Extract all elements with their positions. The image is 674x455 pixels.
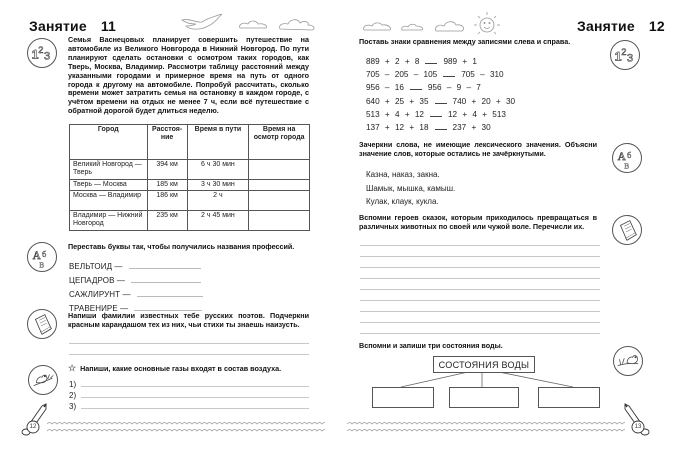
- column-header-visit-time: Время на осмотр города: [249, 125, 310, 160]
- writing-line[interactable]: [69, 354, 309, 355]
- visit-time-cell[interactable]: [249, 211, 310, 231]
- word-group: Кулак, клаук, кукла.: [366, 197, 439, 206]
- distance-cell: 186 км: [147, 191, 187, 211]
- clouds-sun-decoration: [362, 10, 512, 38]
- numbers-123-icon: [610, 40, 640, 70]
- route-cell: Москва — Владимир: [70, 191, 148, 211]
- comparison-sign-blank[interactable]: [443, 76, 455, 77]
- writing-line[interactable]: [360, 311, 600, 312]
- lesson-number: 12: [648, 18, 665, 34]
- wave-line: [347, 430, 625, 432]
- table-header-row: [70, 125, 310, 160]
- expression-right: 740 + 20 + 30: [452, 96, 516, 106]
- expression-left: 137 + 12 + 18: [366, 123, 429, 132]
- writing-line[interactable]: [360, 256, 600, 257]
- svg-text:б: б: [627, 151, 632, 160]
- wave-line: [47, 430, 325, 432]
- page-number: 13: [634, 424, 642, 430]
- writing-line[interactable]: [360, 289, 600, 290]
- cloud-icon: [436, 22, 464, 31]
- cloud-icon: [240, 21, 267, 28]
- task-fairytale-text: Вспомни героев сказок, которым приходилось превращаться в различных животных по своей или чужой воле. Перечисли их.: [359, 213, 597, 231]
- answer-box-state-1[interactable]: [372, 387, 434, 408]
- writing-line[interactable]: [81, 408, 309, 409]
- comparison-sign-blank[interactable]: [435, 103, 447, 104]
- comparison-row: [366, 110, 506, 119]
- comparison-row: [366, 123, 491, 132]
- lesson-label: Занятие: [577, 18, 635, 34]
- gas-item-label: 3): [69, 402, 77, 411]
- task-gases-text: [68, 364, 313, 374]
- travel-time-cell: 2 ч 45 мин: [187, 211, 249, 231]
- expression-right: 705 – 310: [461, 70, 504, 80]
- writing-line[interactable]: [360, 333, 600, 334]
- lesson-label: Занятие: [29, 18, 87, 34]
- svg-text:3: 3: [43, 50, 51, 63]
- writing-line[interactable]: [360, 300, 600, 301]
- column-header-travel-time: Время в пути: [187, 125, 249, 160]
- column-header-distance: Расстоя-ние: [147, 125, 187, 160]
- travel-time-cell: 3 ч 30 мин: [187, 180, 249, 191]
- svg-text:3: 3: [626, 52, 634, 65]
- anagram-row: [69, 276, 201, 285]
- expression-right: 956 – 9 – 7: [427, 83, 481, 93]
- cloud-icon: [280, 20, 314, 30]
- svg-text:2: 2: [621, 47, 627, 57]
- expression-left: 640 + 25 + 35: [366, 96, 429, 106]
- task-anagram-text: Переставь буквы так, чтобы получились названия профессий.: [68, 242, 295, 251]
- comparison-row: [366, 83, 481, 92]
- expression-left: 705 – 205 – 105: [366, 70, 438, 80]
- right-page: [337, 0, 674, 455]
- wave-line: [347, 423, 625, 425]
- answer-blank[interactable]: [129, 268, 201, 269]
- anagram-word: САЖЛИРУНТ —: [69, 290, 131, 299]
- visit-time-cell[interactable]: [249, 191, 310, 211]
- visit-time-cell[interactable]: [249, 180, 310, 191]
- waves-decoration: [47, 418, 325, 436]
- svg-text:1: 1: [31, 47, 39, 62]
- expression-right: 237 + 30: [452, 123, 491, 132]
- anagram-word: ВЕЛЬТОИД —: [69, 262, 123, 271]
- pencil-icon: [20, 402, 50, 438]
- expression-left: 889 + 2 + 8: [366, 57, 420, 66]
- writing-line[interactable]: [69, 343, 309, 344]
- expression-right: 989 + 1: [443, 57, 477, 66]
- table-row: [70, 180, 310, 191]
- comparison-row: [366, 70, 504, 79]
- svg-text:1: 1: [614, 49, 622, 64]
- task-poets-text: Напиши фамилии известных тебе русских поэтов. Подчеркни красным карандашом тех из них, чьи стихи ты знаешь наизусть.: [68, 311, 309, 329]
- lesson-heading-right: [577, 18, 665, 34]
- writing-line[interactable]: [360, 245, 600, 246]
- svg-text:б: б: [42, 250, 47, 259]
- word-group: Казна, наказ, закна.: [366, 170, 440, 179]
- comparison-sign-blank[interactable]: [430, 116, 442, 117]
- lesson-heading-left: [29, 18, 116, 34]
- task-lexical-text: Зачеркни слова, не имеющие лексического значения. Объясни значение слов, которые остались не зачёркнутыми.: [359, 140, 597, 158]
- travel-time-cell: 6 ч 30 мин: [187, 160, 249, 180]
- svg-text:А: А: [617, 150, 626, 163]
- visit-time-cell[interactable]: [249, 160, 310, 180]
- svg-text:В: В: [624, 161, 630, 171]
- waves-decoration: [347, 418, 625, 436]
- lesson-number: 11: [100, 18, 117, 34]
- anagram-row: [69, 262, 201, 271]
- anagram-word: ТРАВЕНИРЕ —: [69, 304, 129, 313]
- table-row: [70, 191, 310, 211]
- distance-cell: 235 км: [147, 211, 187, 231]
- bird-icon: [613, 346, 643, 376]
- flying-bird-icon: [182, 14, 222, 29]
- answer-blank[interactable]: [131, 282, 201, 283]
- star-icon: ☆: [68, 363, 77, 373]
- expression-left: 956 – 16: [366, 83, 404, 93]
- writing-line[interactable]: [360, 278, 600, 279]
- water-states-title-box: СОСТОЯНИЯ ВОДЫ: [433, 356, 535, 373]
- comparison-sign-blank[interactable]: [410, 89, 422, 90]
- book-icon: [612, 215, 642, 245]
- task-compare-text: Поставь знаки сравнения между записями слева и справа.: [359, 37, 571, 46]
- task-water-text: Вспомни и запиши три состояния воды.: [359, 341, 503, 350]
- comparison-sign-blank[interactable]: [435, 129, 447, 130]
- route-cell: Великий Новгород — Тверь: [70, 160, 148, 180]
- distance-cell: 185 км: [147, 180, 187, 191]
- table-row: [70, 160, 310, 180]
- comparison-row: [366, 97, 515, 106]
- writing-line[interactable]: [360, 267, 600, 268]
- cloud-icon: [402, 24, 423, 30]
- numbers-123-icon: [27, 38, 57, 68]
- anagram-row: [69, 290, 203, 299]
- sun-icon: [474, 12, 500, 34]
- answer-box-state-2[interactable]: [449, 387, 519, 408]
- distance-cell: 394 км: [147, 160, 187, 180]
- writing-line[interactable]: [81, 397, 309, 398]
- expression-left: 513 + 4 + 12: [366, 109, 424, 119]
- task-travel-text: Семья Васнецовых планирует совершить путешествие на автомобиле из Великого Новгорода в Нижний Новгород. По пути планируют сделать остановки с осмотром таких городов, как Тверь, Москва, Владимир. Рассмотри таблицу расстояний между указанными городами и примерное время на путь от одного города к другому на автомобиле. Попробуй рассчитать, сколько времени может затратить семья на остановку в каждом городе, с учётом времени на отдых не менее 7 ч, если всё путешествие с обратной дорогой будет длиться неделю.: [68, 35, 309, 116]
- word-group: Шамык, мышка, камыш.: [366, 184, 456, 193]
- cloud-icon: [364, 23, 391, 30]
- route-cell: Владимир — Нижний Новгород: [70, 211, 148, 231]
- comparison-sign-blank[interactable]: [425, 63, 437, 64]
- writing-line[interactable]: [81, 386, 309, 387]
- writing-line[interactable]: [360, 322, 600, 323]
- column-header-city: Город: [70, 125, 148, 160]
- answer-box-state-3[interactable]: [538, 387, 600, 408]
- route-cell: Тверь — Москва: [70, 180, 148, 191]
- table-row: [70, 211, 310, 231]
- page-number: 12: [29, 424, 37, 430]
- comparison-row: [366, 57, 477, 66]
- letters-abc-icon: [612, 143, 642, 173]
- book-icon: [27, 309, 57, 339]
- anagram-word: ЦЕПАДРОВ —: [69, 276, 125, 285]
- travel-time-cell: 2 ч: [187, 191, 249, 211]
- routes-table: [69, 124, 310, 231]
- gas-item-label: 1): [69, 380, 77, 389]
- answer-blank[interactable]: [137, 296, 203, 297]
- gas-item-label: 2): [69, 391, 77, 400]
- bird-icon: [28, 365, 58, 395]
- task-gases-label: Напиши, какие основные газы входят в состав воздуха.: [80, 364, 282, 373]
- bird-clouds-decoration: [180, 14, 330, 34]
- letters-abc-icon: [27, 242, 57, 272]
- pencil-icon: [623, 402, 653, 438]
- expression-right: 12 + 4 + 513: [447, 109, 506, 119]
- svg-text:2: 2: [38, 45, 44, 55]
- wave-line: [47, 423, 325, 425]
- svg-text:В: В: [39, 260, 45, 270]
- svg-text:А: А: [32, 249, 41, 262]
